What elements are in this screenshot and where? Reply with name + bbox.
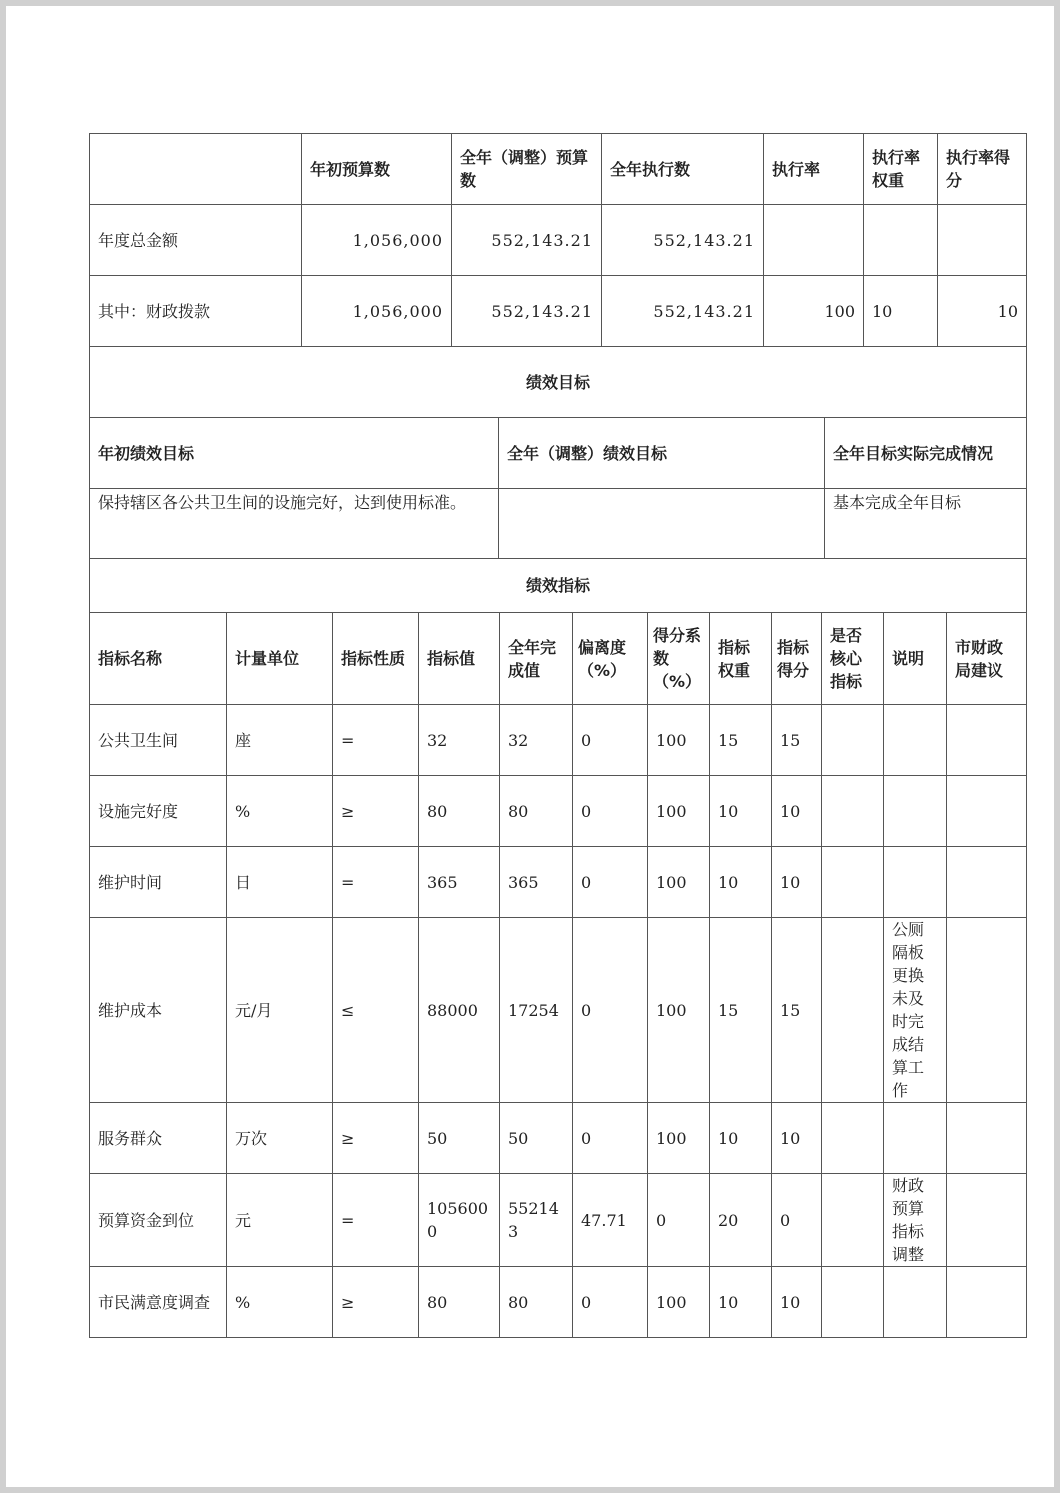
- budget-header-blank: [90, 134, 302, 205]
- table-row: [90, 705, 1027, 776]
- ind-cell-coefficient: 100: [648, 776, 710, 847]
- ind-header-completed: 全年完成值: [500, 613, 573, 705]
- ind-cell-deviation: 0: [573, 776, 648, 847]
- ind-cell-note: 财政预算指标调整: [884, 1174, 947, 1267]
- budget-cell-initial: 1,056,000: [302, 276, 452, 347]
- ind-cell-unit: 座: [227, 705, 333, 776]
- budget-row-total: [90, 205, 1027, 276]
- ind-header-weight: 指标权重: [710, 613, 772, 705]
- ind-cell-unit: 元: [227, 1174, 333, 1267]
- ind-cell-name: 设施完好度: [90, 776, 227, 847]
- ind-cell-note: [884, 847, 947, 918]
- budget-header-rate-weight: 执行率权重: [864, 134, 938, 205]
- ind-header-note: 说明: [884, 613, 947, 705]
- ind-cell-name: 市民满意度调查: [90, 1267, 227, 1338]
- ind-cell-score: 0: [772, 1174, 822, 1267]
- ind-header-nature: 指标性质: [333, 613, 419, 705]
- goals-table: [89, 346, 1027, 559]
- ind-cell-completed: 365: [500, 847, 573, 918]
- goals-value-adjusted: [499, 489, 825, 559]
- budget-cell-rate-score: [938, 205, 1027, 276]
- ind-header-coefficient: 得分系数（%）: [648, 613, 710, 705]
- table-row: [90, 918, 1027, 1103]
- ind-cell-target: 88000: [419, 918, 500, 1103]
- ind-cell-score: 10: [772, 1103, 822, 1174]
- ind-cell-target: 1056000: [419, 1174, 500, 1267]
- ind-cell-target: 50: [419, 1103, 500, 1174]
- ind-cell-score: 10: [772, 847, 822, 918]
- goals-value-initial: 保持辖区各公共卫生间的设施完好，达到使用标准。: [90, 489, 499, 559]
- ind-cell-target: 80: [419, 776, 500, 847]
- ind-cell-nature: =: [333, 705, 419, 776]
- budget-header-initial: 年初预算数: [302, 134, 452, 205]
- ind-cell-coefficient: 100: [648, 1267, 710, 1338]
- table-row: [90, 1267, 1027, 1338]
- ind-cell-core: [822, 1174, 884, 1267]
- ind-cell-coefficient: 100: [648, 705, 710, 776]
- ind-cell-weight: 10: [710, 1103, 772, 1174]
- ind-cell-coefficient: 0: [648, 1174, 710, 1267]
- ind-cell-advice: [947, 1103, 1027, 1174]
- budget-cell-executed: 552,143.21: [602, 205, 764, 276]
- budget-cell-rate: [764, 205, 864, 276]
- ind-cell-target: 32: [419, 705, 500, 776]
- table-row: [90, 1174, 1027, 1267]
- ind-cell-unit: %: [227, 1267, 333, 1338]
- budget-header-adjusted: 全年（调整）预算数: [452, 134, 602, 205]
- budget-header-rate: 执行率: [764, 134, 864, 205]
- budget-table: [89, 133, 1027, 347]
- ind-cell-unit: 日: [227, 847, 333, 918]
- goals-header-initial: 年初绩效目标: [90, 418, 499, 489]
- ind-cell-name: 维护时间: [90, 847, 227, 918]
- ind-cell-core: [822, 847, 884, 918]
- ind-cell-score: 10: [772, 1267, 822, 1338]
- ind-cell-name: 服务群众: [90, 1103, 227, 1174]
- ind-cell-deviation: 0: [573, 705, 648, 776]
- ind-cell-unit: %: [227, 776, 333, 847]
- ind-cell-advice: [947, 847, 1027, 918]
- ind-cell-nature: =: [333, 847, 419, 918]
- ind-cell-advice: [947, 705, 1027, 776]
- budget-cell-rate-weight: 10: [864, 276, 938, 347]
- ind-cell-name: 公共卫生间: [90, 705, 227, 776]
- ind-cell-nature: ≥: [333, 1103, 419, 1174]
- ind-header-unit: 计量单位: [227, 613, 333, 705]
- ind-cell-core: [822, 1267, 884, 1338]
- ind-cell-deviation: 47.71: [573, 1174, 648, 1267]
- ind-cell-deviation: 0: [573, 1103, 648, 1174]
- ind-header-target: 指标值: [419, 613, 500, 705]
- ind-cell-deviation: 0: [573, 1267, 648, 1338]
- ind-cell-weight: 10: [710, 847, 772, 918]
- budget-cell-adjusted: 552,143.21: [452, 276, 602, 347]
- ind-cell-completed: 552143: [500, 1174, 573, 1267]
- ind-cell-completed: 32: [500, 705, 573, 776]
- table-row: [90, 847, 1027, 918]
- table-row: [90, 776, 1027, 847]
- budget-cell-label: 其中：财政拨款: [90, 276, 302, 347]
- ind-cell-advice: [947, 776, 1027, 847]
- ind-cell-advice: [947, 1174, 1027, 1267]
- goals-section-title: 绩效目标: [90, 347, 1027, 418]
- ind-cell-core: [822, 776, 884, 847]
- ind-cell-unit: 元/月: [227, 918, 333, 1103]
- ind-cell-coefficient: 100: [648, 1103, 710, 1174]
- goals-header-actual: 全年目标实际完成情况: [825, 418, 1027, 489]
- ind-cell-deviation: 0: [573, 918, 648, 1103]
- ind-header-advice: 市财政局建议: [947, 613, 1027, 705]
- ind-cell-completed: 50: [500, 1103, 573, 1174]
- ind-header-deviation: 偏离度（%）: [573, 613, 648, 705]
- table-row: [90, 1103, 1027, 1174]
- ind-cell-nature: ≤: [333, 918, 419, 1103]
- ind-cell-coefficient: 100: [648, 918, 710, 1103]
- ind-cell-deviation: 0: [573, 847, 648, 918]
- budget-cell-label: 年度总金额: [90, 205, 302, 276]
- budget-cell-rate: 100: [764, 276, 864, 347]
- budget-cell-adjusted: 552,143.21: [452, 205, 602, 276]
- ind-header-core: 是否核心指标: [822, 613, 884, 705]
- ind-cell-nature: =: [333, 1174, 419, 1267]
- indicators-section-title: 绩效指标: [90, 559, 1027, 613]
- ind-cell-advice: [947, 1267, 1027, 1338]
- goals-header-row: [90, 418, 1027, 489]
- budget-cell-executed: 552,143.21: [602, 276, 764, 347]
- ind-cell-note: 公厕隔板更换未及时完成结算工作: [884, 918, 947, 1103]
- budget-row-fiscal: [90, 276, 1027, 347]
- goals-value-actual: 基本完成全年目标: [825, 489, 1027, 559]
- ind-cell-note: [884, 1103, 947, 1174]
- ind-cell-score: 10: [772, 776, 822, 847]
- document-page: [6, 6, 1054, 1487]
- ind-cell-completed: 80: [500, 1267, 573, 1338]
- ind-cell-coefficient: 100: [648, 847, 710, 918]
- ind-cell-note: [884, 1267, 947, 1338]
- indicators-header-row: [90, 613, 1027, 705]
- ind-cell-core: [822, 918, 884, 1103]
- budget-header-row: [90, 134, 1027, 205]
- ind-cell-weight: 15: [710, 705, 772, 776]
- budget-header-executed: 全年执行数: [602, 134, 764, 205]
- ind-header-name: 指标名称: [90, 613, 227, 705]
- ind-cell-name: 预算资金到位: [90, 1174, 227, 1267]
- ind-cell-weight: 10: [710, 776, 772, 847]
- ind-cell-target: 365: [419, 847, 500, 918]
- budget-cell-rate-weight: [864, 205, 938, 276]
- ind-cell-score: 15: [772, 705, 822, 776]
- ind-cell-unit: 万次: [227, 1103, 333, 1174]
- ind-cell-name: 维护成本: [90, 918, 227, 1103]
- ind-cell-completed: 80: [500, 776, 573, 847]
- ind-cell-note: [884, 776, 947, 847]
- ind-header-score: 指标得分: [772, 613, 822, 705]
- indicators-table: [89, 558, 1027, 1338]
- goals-value-row: [90, 489, 1027, 559]
- ind-cell-nature: ≥: [333, 776, 419, 847]
- goals-header-adjusted: 全年（调整）绩效目标: [499, 418, 825, 489]
- budget-cell-initial: 1,056,000: [302, 205, 452, 276]
- ind-cell-core: [822, 1103, 884, 1174]
- ind-cell-note: [884, 705, 947, 776]
- ind-cell-weight: 20: [710, 1174, 772, 1267]
- ind-cell-weight: 10: [710, 1267, 772, 1338]
- ind-cell-target: 80: [419, 1267, 500, 1338]
- budget-cell-rate-score: 10: [938, 276, 1027, 347]
- ind-cell-core: [822, 705, 884, 776]
- ind-cell-completed: 17254: [500, 918, 573, 1103]
- budget-header-rate-score: 执行率得分: [938, 134, 1027, 205]
- ind-cell-nature: ≥: [333, 1267, 419, 1338]
- ind-cell-advice: [947, 918, 1027, 1103]
- ind-cell-weight: 15: [710, 918, 772, 1103]
- ind-cell-score: 15: [772, 918, 822, 1103]
